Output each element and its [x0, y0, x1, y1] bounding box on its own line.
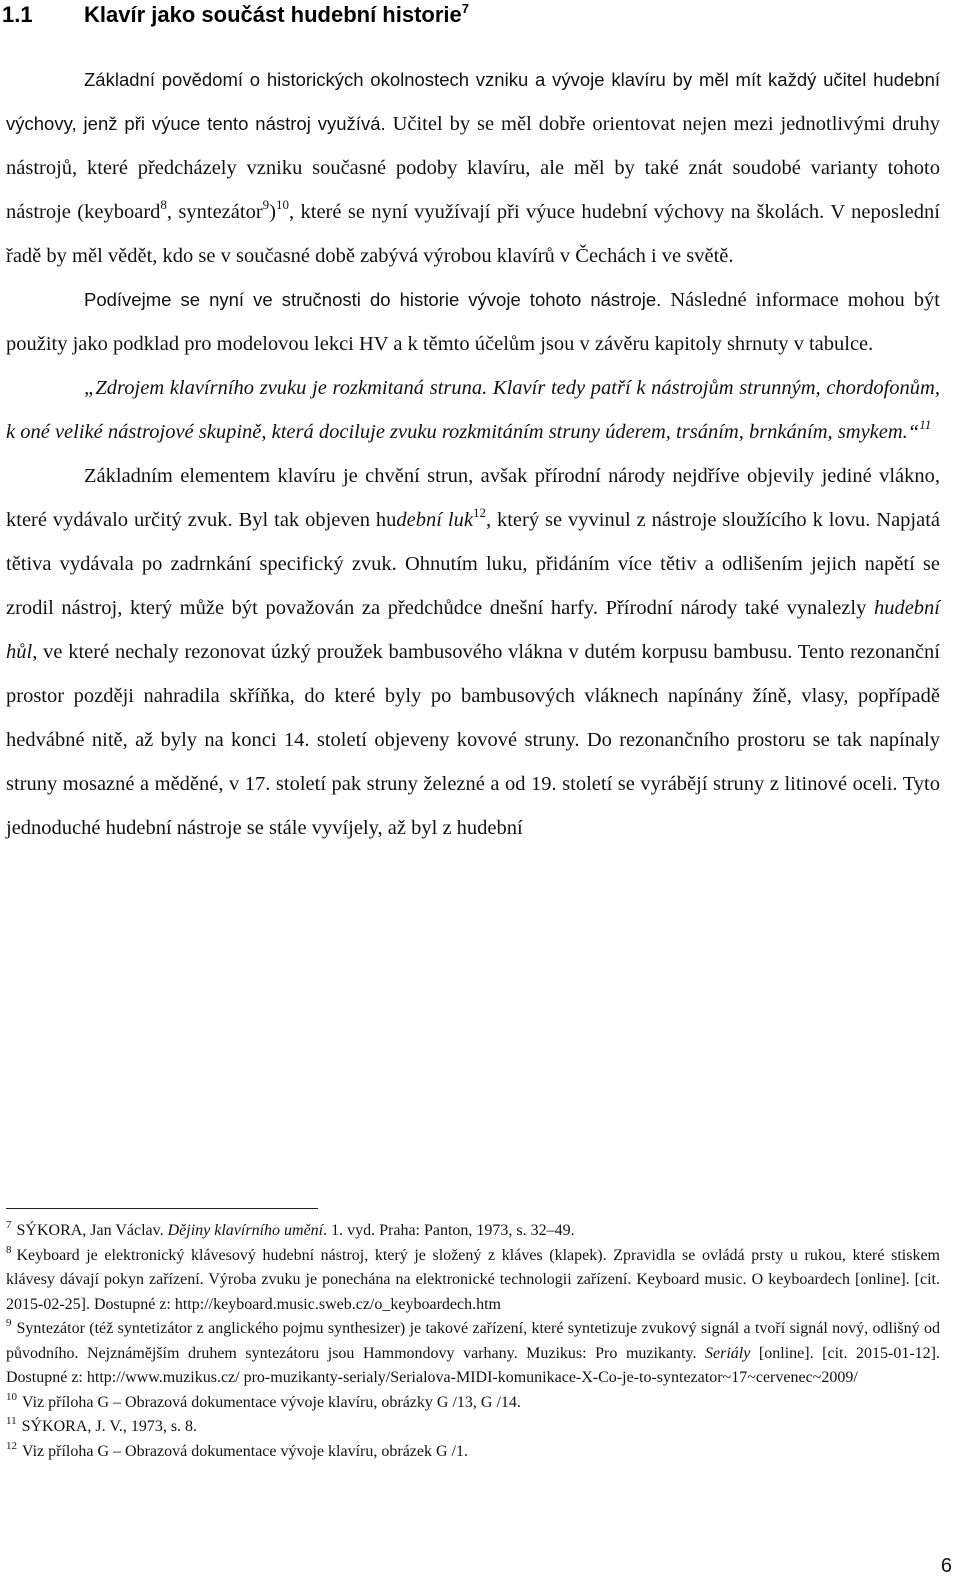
quote-paragraph [6, 366, 940, 454]
footnote-text: [online]. [cit. 2015-01-12]. Dostupné z: http://www.muzikus.cz/ pro-muzikanty-serialy/Serialova-MIDI-komunikace-X-Co-je-to-syntezator~17~cervenec~2009/ [6, 1344, 941, 1386]
page-number: 6 [940, 1555, 952, 1577]
footnote-text: Syntezátor (též syntetizátor z anglického pojmu synthesizer) je takové zařízení, které syntetizuje zvukový signál a tvoří signál nový, odlišný od původního. Nejznámějším druhem syntezátoru jsou Hammondovy varhany. Muzikus: Pro muzikanty. [6, 1320, 940, 1362]
section-number: 1.1 [2, 2, 33, 27]
paragraph-text: Základním elementem klavíru je chvění strun, avšak přírodní národy nejdříve objevily jediné vlákno, které vydávalo určitý zvuk. Byl tak objeven hu [6, 465, 940, 531]
footnote [6, 1415, 940, 1440]
footnote-ref: 7 [461, 1, 469, 16]
footnote [6, 1317, 940, 1391]
footnote [6, 1391, 940, 1416]
paragraph-4 [6, 454, 940, 850]
paragraph-text: , ve které nechaly rezonovat úzký proužek bambusového vlákna v dutém korpusu bambusu. Tento rezonanční prostor později nahradila skříňka, do které byly po bambusových vláknech napínány žíně, vlasy, popřípadě hedvábné nitě, až byly na konci 14. století objeveny kovové struny. Do rezonančního prostoru se tak napínaly struny mosazné a měděné, v 17. století pak struny železné a od 19. století se vyrábějí struny z litinové oceli. Tyto jednoduché hudební nástroje se stále vyvíjely, až byl z hudební [6, 641, 940, 839]
footnote-italic: Seriály [705, 1344, 751, 1362]
quote-text: „Zdrojem klavírního zvuku je rozkmitaná struna. Klavír tedy patří k nástrojům strunným, chordofonům, k oné veliké nástrojové skupině, která dociluje zvuku rozkmitáním struny úderem, trsáním, brnkáním, smykem.“ [6, 377, 940, 443]
paragraph-1 [6, 58, 940, 278]
footnote-text: Keyboard je elektronický klávesový hudební nástroj, který je složený z kláves (klapek). Zpravidla se ovládá prsty u rukou, které stiskem klávesy dávají pokyn zařízení. Výroba zvuku je ponechána na elektronické technologii zařízení. Keyboard music. O keyboardech [online]. [cit. 2015-02-25]. Dostupné z: http://keyboard.music.sweb.cz/o_keyboardech.htm [6, 1246, 940, 1313]
paragraph-text: Následné informace mohou být použity jako podklad pro modelovou lekci HV a k těmto účelům jsou v závěru kapitoly shrnuty v tabulce. [6, 289, 940, 355]
footnote-separator [6, 1208, 318, 1209]
footnote-ref: 10 [275, 197, 289, 212]
paragraph-2 [6, 278, 940, 366]
footnote [6, 1440, 940, 1465]
footnote-ref: 9 [262, 197, 270, 212]
section-heading [2, 0, 469, 30]
footnote [6, 1219, 940, 1244]
footnote-ref: 12 [472, 505, 486, 520]
paragraph-text: , které se nyní využívají při výuce hudební výchovy na školách. [288, 201, 825, 223]
footnote-text: SÝKORA, J. V., 1973, s. 8. [21, 1418, 198, 1435]
italic-term: hudební hůl [6, 597, 940, 663]
footnotes [6, 1219, 940, 1464]
paragraph-text: , který se vyvinul z nástroje sloužícího k lovu. Napjatá tětiva vydávala po zadrnkání specifický zvuk. Ohnutím luku, přidáním více tětiv a odlišením jejich napětí se zrodil nástroj, který může být považován za předchůdce dnešní harfy. Přírodní národy také vynalezly [6, 509, 941, 619]
footnote-number: 11 [6, 1415, 17, 1427]
footnote-italic: Dějiny klavírního umění [167, 1222, 324, 1239]
footnote-number: 7 [6, 1219, 12, 1231]
paragraph-text: Podívejme se nyní ve stručnosti do historie vývoje tohoto nástroje. [84, 289, 662, 310]
footnote-text: Viz příloha G – Obrazová dokumentace vývoje klavíru, obrázek G /1. [22, 1442, 468, 1460]
footnote-text: SÝKORA, Jan Václav. [16, 1222, 168, 1239]
footnote-text: . 1. vyd. Praha: Panton, 1973, s. 32–49. [323, 1222, 575, 1239]
section-title: Klavír jako součást hudební historie [84, 2, 462, 27]
footnote-number: 12 [6, 1439, 17, 1452]
paragraph-text: Učitel by se měl dobře orientovat nejen mezi jednotlivými druhy nástrojů, které předcházely vzniku současné podoby klavíru, ale měl by také znát soudobé varianty tohoto nástroje (keyboard [6, 113, 940, 223]
footnote [6, 1244, 940, 1318]
body-text [6, 58, 940, 850]
footnote-number: 9 [6, 1317, 12, 1329]
footnote-number: 8 [6, 1243, 12, 1256]
italic-term: dební luk [396, 509, 473, 531]
footnote-ref: 11 [919, 417, 932, 432]
paragraph-text: , syntezátor [166, 201, 263, 223]
paragraph-text: Základní povědomí o historických okolnostech vzniku a vývoje klavíru by měl mít každý učitel hudební výchovy, jenž při výuce tento nástroj využívá. [6, 69, 940, 134]
footnote-number: 10 [6, 1390, 17, 1403]
paragraph-text: V neposlední řadě by měl vědět, kdo se v současné době zabývá výrobou klavírů v Čechách i ve světě. [6, 201, 940, 267]
footnote-ref: 8 [160, 197, 167, 212]
paragraph-text: ) [269, 201, 276, 223]
footnote-text: Viz příloha G – Obrazová dokumentace vývoje klavíru, obrázky G /13, G /14. [22, 1393, 521, 1411]
